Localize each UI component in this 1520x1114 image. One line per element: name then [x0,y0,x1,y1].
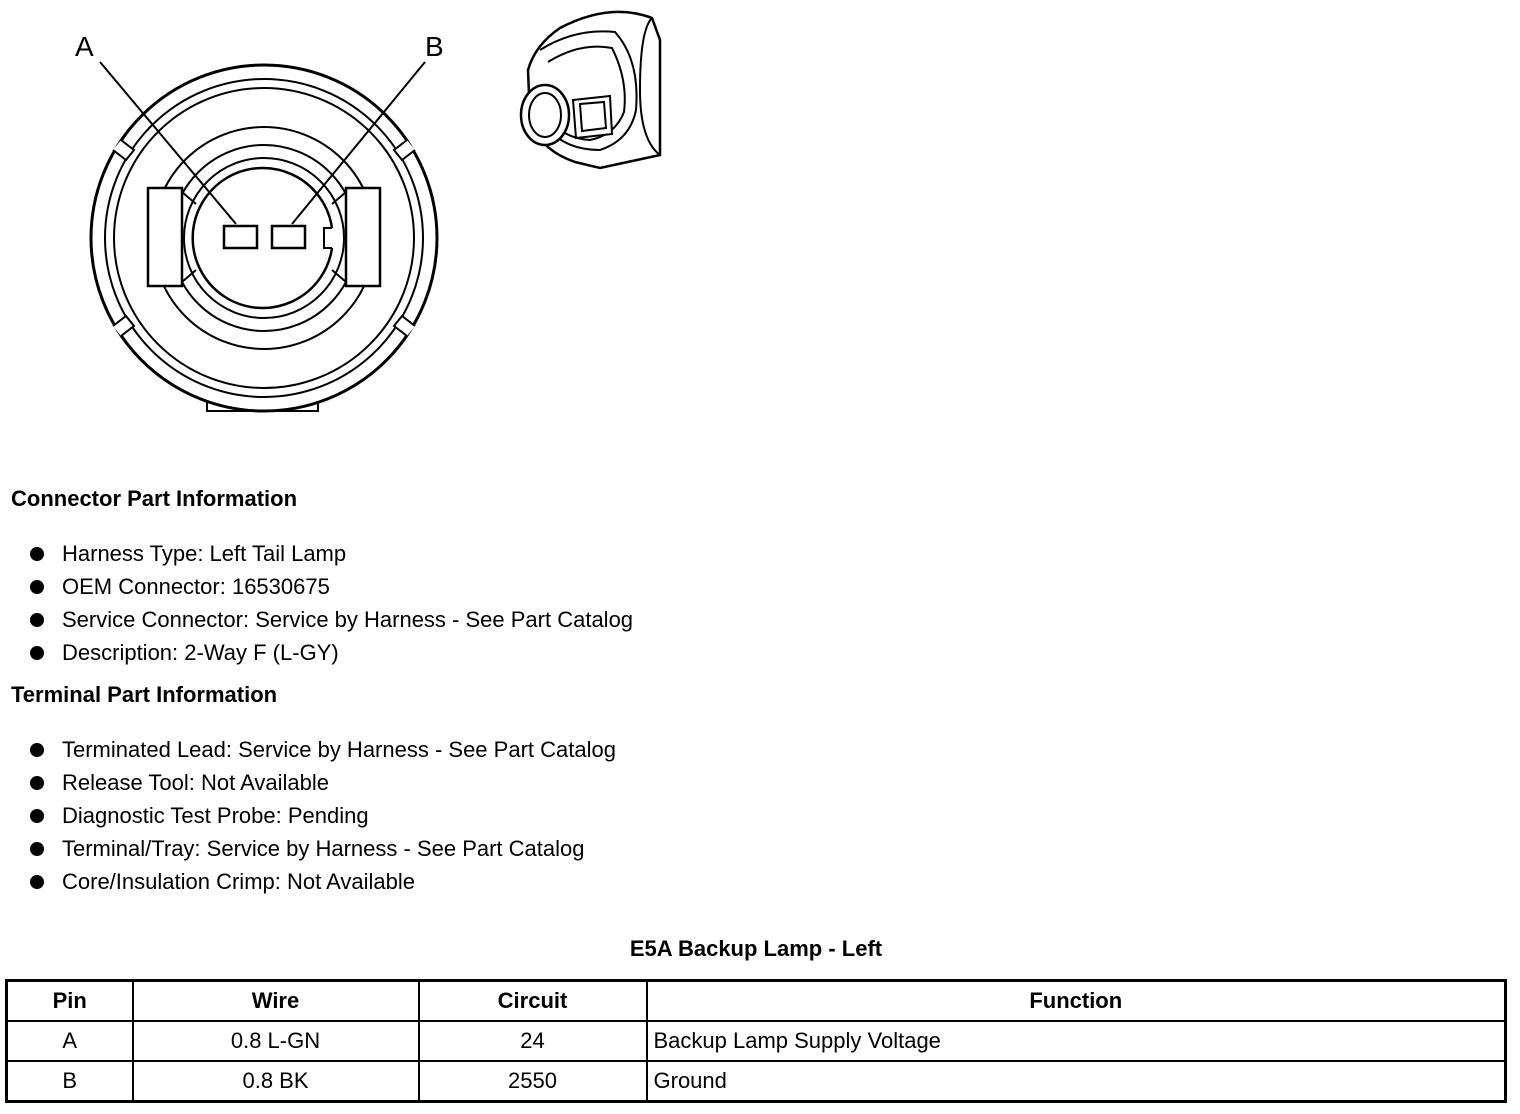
bullet-icon [30,809,44,823]
socket-bore [193,168,332,308]
connector-info-list [26,541,633,673]
terminal-info-heading: Terminal Part Information [11,682,278,707]
column-header-wire: Wire [133,981,419,1022]
cell-pin: A [7,1021,133,1061]
pin-label-b: B [425,31,444,62]
side-block-left [148,188,182,286]
list-item: Service Connector: Service by Harness - See Part Catalog [26,607,633,640]
bullet-icon [30,842,44,856]
table-row [7,1061,1506,1102]
terminal-cavity-a [224,226,257,248]
table-header-row [7,981,1506,1022]
bullet-icon [30,875,44,889]
bullet-icon [30,580,44,594]
bullet-icon [30,646,44,660]
connector-illustration [0,0,700,430]
cell-function: Backup Lamp Supply Voltage [647,1021,1506,1061]
connector-info-heading: Connector Part Information [11,486,298,511]
column-header-circuit: Circuit [419,981,647,1022]
table-row [7,1021,1506,1061]
terminal-info-list [26,737,616,902]
column-header-pin: Pin [7,981,133,1022]
cell-function: Ground [647,1061,1506,1102]
list-item: Terminated Lead: Service by Harness - See Part Catalog [26,737,616,770]
list-item: Release Tool: Not Available [26,770,616,803]
terminal-cavity-b [272,226,305,248]
column-header-function: Function [647,981,1506,1022]
bullet-icon [30,547,44,561]
list-item: Harness Type: Left Tail Lamp [26,541,633,574]
cell-circuit: 2550 [419,1061,647,1102]
pin-table [5,979,1507,1103]
list-item: Core/Insulation Crimp: Not Available [26,869,616,902]
pin-label-a: A [75,31,94,62]
cell-wire: 0.8 L-GN [133,1021,419,1061]
list-item: Terminal/Tray: Service by Harness - See Part Catalog [26,836,616,869]
cell-wire: 0.8 BK [133,1061,419,1102]
bullet-icon [30,776,44,790]
list-item: Description: 2-Way F (L-GY) [26,640,633,673]
side-block-right [346,188,380,286]
table-title: E5A Backup Lamp - Left [629,936,883,961]
list-item: OEM Connector: 16530675 [26,574,633,607]
cell-circuit: 24 [419,1021,647,1061]
list-item: Diagnostic Test Probe: Pending [26,803,616,836]
connector-body-view [521,12,660,168]
bullet-icon [30,613,44,627]
cell-pin: B [7,1061,133,1102]
bullet-icon [30,743,44,757]
